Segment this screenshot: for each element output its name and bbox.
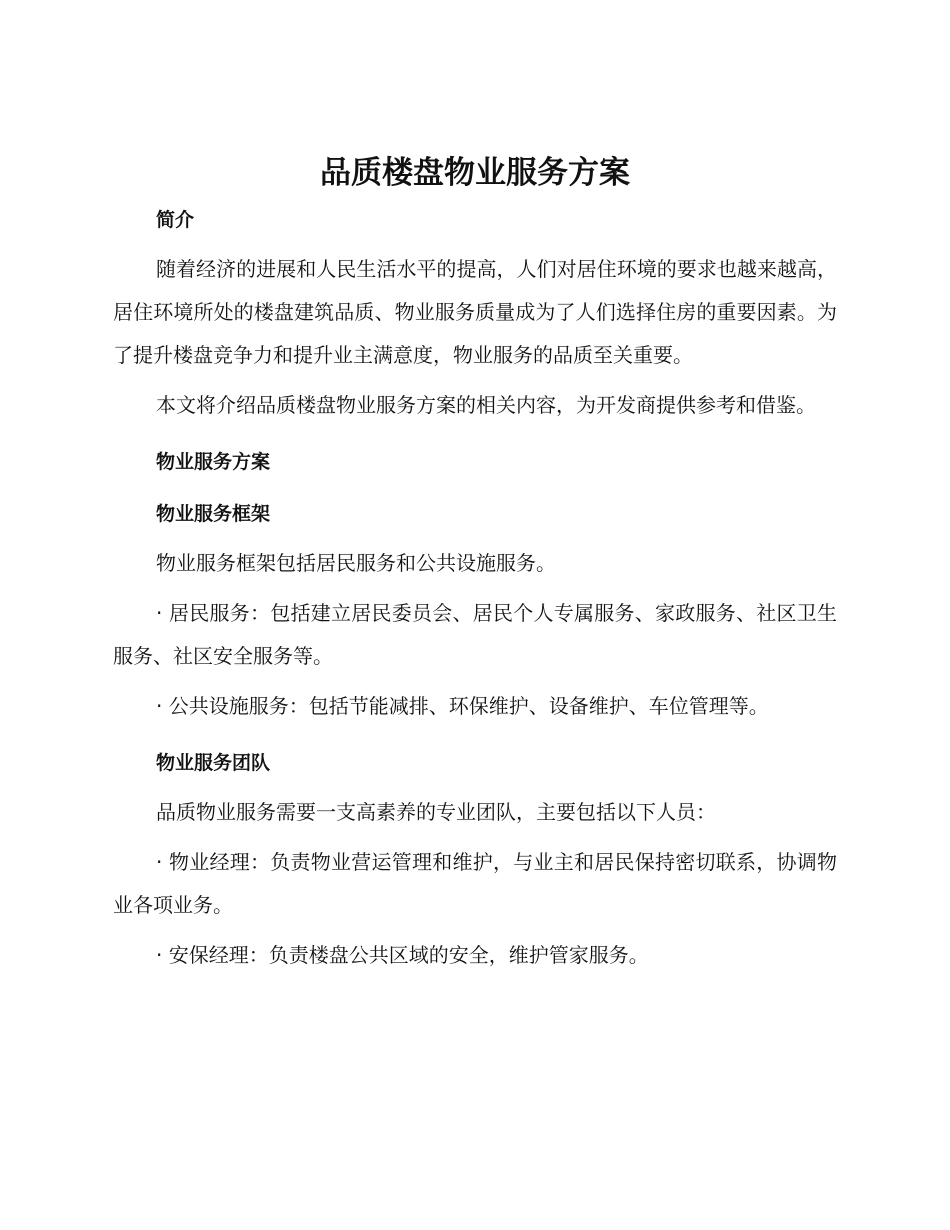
paragraph-framework: 物业服务框架包括居民服务和公共设施服务。 xyxy=(156,551,556,575)
document-body xyxy=(113,196,837,984)
section-heading-framework: 物业服务框架 xyxy=(156,503,271,525)
paragraph-team: 品质物业服务需要一支高素养的专业团队，主要包括以下人员： xyxy=(156,800,716,824)
bullet-resident-service: · 居民服务：包括建立居民委员会、居民个人专属服务、家政服务、社区卫生服务、社区安全服务等。 xyxy=(113,601,837,668)
paragraph-intro-1: 随着经济的进展和人民生活水平的提高，人们对居住环境的要求也越来越高，居住环境所处的楼盘建筑品质、物业服务质量成为了人们选择住房的重要因素。为了提升楼盘竞争力和提升业主满意度，物业服务的品质至关重要。 xyxy=(113,257,837,367)
paragraph-intro-2: 本文将介绍品质楼盘物业服务方案的相关内容，为开发商提供参考和借鉴。 xyxy=(156,393,816,417)
bullet-property-manager: · 物业经理：负责物业营运管理和维护，与业主和居民保持密切联系，协调物业各项业务。 xyxy=(113,850,837,917)
bullet-public-facility-service: · 公共设施服务：包括节能减排、环保维护、设备维护、车位管理等。 xyxy=(156,694,769,718)
document-title: 品质楼盘物业服务方案 xyxy=(320,155,630,191)
section-heading-team: 物业服务团队 xyxy=(156,752,271,774)
section-heading-plan: 物业服务方案 xyxy=(156,451,271,473)
bullet-security-manager: · 安保经理：负责楼盘公共区域的安全，维护管家服务。 xyxy=(156,943,649,967)
section-heading-intro: 简介 xyxy=(156,209,195,231)
